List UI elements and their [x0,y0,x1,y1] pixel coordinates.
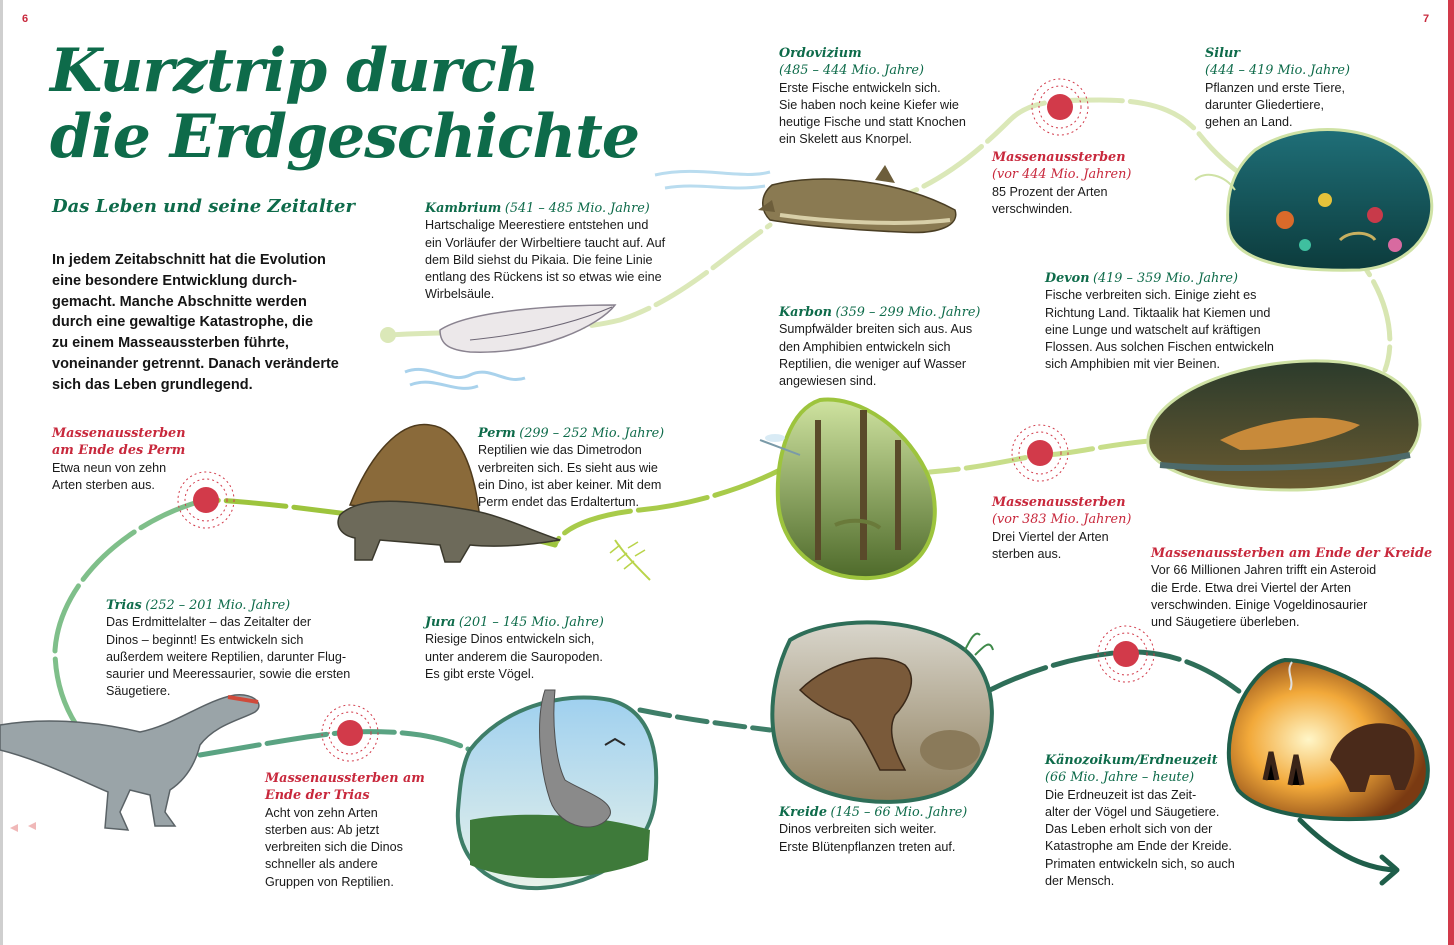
era-text-line: Primaten entwickeln sich, so auch [1045,856,1235,871]
era-text-line: sich Amphibien mit vier Beinen. [1045,357,1220,372]
era-name: Devon [1045,271,1090,286]
pikaia-illustration [405,305,615,388]
intro-line: durch eine gewaltige Katastrophe, die [52,314,314,331]
era-trias [106,597,350,701]
era-range: (252 – 201 Mio. Jahre) [145,598,291,613]
extinction-text-line: Vor 66 Millionen Jahren trifft ein Asteroid [1151,563,1377,578]
extinction-title: Massenaussterben [992,495,1126,510]
era-perm [478,425,664,511]
extinction-text-line: schneller als andere [265,857,378,872]
ordovician-fish-illustration [655,165,956,233]
era-name: Känozoikum/Erdneuzeit [1045,753,1218,768]
era-range: (359 – 299 Mio. Jahre) [835,305,981,320]
carboniferous-swamp-illustration [760,400,935,579]
extinction-text-line: sterben aus. [992,546,1062,561]
era-kaenozoikum [1045,752,1235,890]
extinction-text-line: Arten sterben aus. [52,477,155,492]
intro-line: In jedem Zeitabschnitt hat die Evolution [52,252,326,268]
extinction-title: Massenaussterben [992,150,1126,165]
era-text-line: Das Erdmittelalter – das Zeitalter der [106,615,312,630]
extinction-title: Massenaussterben [52,426,186,441]
era-text-line: Flossen. Aus solchen Fischen entwickeln [1045,340,1274,355]
era-name: Silur [1205,46,1241,61]
era-range: (541 – 485 Mio. Jahre) [504,201,650,216]
era-name: Karbon [779,305,832,320]
era-name: Perm [478,426,516,441]
era-ordovizium [779,45,966,149]
triassic-dinosaur-illustration [0,695,259,832]
devonian-scene-illustration [1148,361,1420,490]
title-line-2: die Erdgeschichte [50,102,640,172]
era-text-line: Dinos verbreiten sich weiter. [779,822,937,837]
extinction-text-line: verschwinden. [992,201,1073,216]
era-silur [1205,45,1350,131]
era-text-line: unter anderem die Sauropoden. [425,649,603,664]
page-number-right: 7 [1423,13,1430,25]
era-text-line: den Amphibien entwickeln sich [779,339,951,354]
intro-line: sich das Leben grundlegend. [52,376,253,393]
extinction-title: Massenaussterben am [265,771,425,786]
era-range: (66 Mio. Jahre – heute) [1045,770,1195,786]
jurassic-scene-illustration [458,690,656,888]
era-text-line: gehen an Land. [1205,115,1293,130]
cenozoic-scene-illustration [1229,660,1428,819]
page-number-left: 6 [22,13,29,25]
intro-paragraph [52,250,362,396]
extinction-383 [992,494,1131,563]
era-name: Kreide [779,805,827,820]
era-text-line: verbreiten sich. Es sieht aus wie [478,460,658,475]
extinction-text-line: Etwa neun von zehn [52,460,167,475]
era-text-line: entlang des Rückens ist so etwas wie eine [425,270,662,285]
extinction-range: (vor 383 Mio. Jahren) [992,512,1132,528]
era-text-line: heutige Fische und statt Knochen [779,115,966,130]
era-text-line: Reptilien wie das Dimetrodon [478,443,642,458]
era-kambrium [425,200,665,304]
era-name: Kambrium [425,201,502,216]
era-text-line: darunter Gliedertiere, [1205,97,1325,112]
extinction-text-line: die Erde. Etwa drei Viertel der Arten [1151,580,1351,595]
era-text-line: Das Leben erholt sich von der [1045,822,1213,837]
era-text-line: der Mensch. [1045,874,1115,889]
extinction-title: am Ende des Perm [52,443,186,459]
extinction-title: Massenaussterben am Ende der Kreide [1151,546,1433,561]
era-devon [1045,270,1274,374]
silurian-scene-illustration [1195,130,1432,271]
era-range: (145 – 66 Mio. Jahre) [830,805,968,820]
era-range: (201 – 145 Mio. Jahre) [458,615,604,630]
era-text-line: Wirbelsäule. [425,287,495,302]
extinction-trias [265,770,425,891]
extinction-text-line: verbreiten sich die Dinos [265,840,403,855]
era-text-line: angewiesen sind. [779,374,877,389]
era-text-line: Sie haben noch keine Kiefer wie [779,97,959,112]
era-range: (485 – 444 Mio. Jahre) [779,63,924,79]
era-range: (299 – 252 Mio. Jahre) [519,426,665,441]
extinction-444 [992,149,1131,218]
era-text-line: Die Erdneuzeit ist das Zeit- [1045,787,1197,802]
cretaceous-scene-illustration [772,622,993,802]
era-range: (444 – 419 Mio. Jahre) [1205,63,1350,79]
extinction-range: (vor 444 Mio. Jahren) [992,167,1132,183]
era-text-line: Richtung Land. Tiktaalik hat Kiemen und [1045,305,1271,320]
intro-line: gemacht. Manche Abschnitte werden [52,293,307,310]
era-text-line: Erste Fische entwickeln sich. [779,80,941,95]
era-text-line: Hartschalige Meerestiere entstehen und [425,218,649,233]
extinction-text-line: Drei Viertel der Arten [992,529,1109,544]
extinction-text-line: 85 Prozent der Arten [992,184,1108,199]
era-kreide [779,804,967,856]
era-text-line: Perm endet das Erdaltertum. [478,495,639,510]
era-text-line: Dinos – beginnt! Es entwickeln sich [106,632,304,647]
page-title [50,38,639,170]
era-text-line: eine Lunge und watschelt auf kräftigen [1045,322,1261,337]
era-text-line: saurier und Meeressaurier, sowie die ersten [106,667,351,682]
era-text-line: ein Vorläufer der Wirbeltiere taucht auf. Auf [425,235,666,250]
era-text-line: ein Skelett aus Knorpel. [779,132,913,147]
era-range: (419 – 359 Mio. Jahre) [1093,271,1238,286]
title-line-1: Kurztrip durch [50,36,539,106]
era-text-line: Es gibt erste Vögel. [425,666,535,681]
intro-line: eine besondere Entwicklung durch- [52,272,297,289]
era-text-line: außerdem weitere Reptilien, darunter Flug- [106,649,347,664]
era-name: Ordovizium [779,46,862,61]
era-karbon [779,304,980,390]
era-jura [425,614,604,683]
era-text-line: Säugetiere. [106,684,171,699]
era-text-line: Katastrophe am Ende der Kreide. [1045,839,1232,854]
era-name: Trias [106,598,142,613]
extinction-kreide [1151,545,1432,631]
era-text-line: Fische verbreiten sich. Einige zieht es [1045,288,1257,303]
extinction-text-line: verschwinden. Einige Vogeldinosaurier [1151,597,1368,612]
extinction-perm [52,425,186,494]
intro-line: voneinander getrennt. Danach veränderte [52,355,339,372]
extinction-text-line: sterben aus: Ab jetzt [265,822,380,837]
era-text-line: dem Bild siehst du Pikaia. Die feine Linie [425,252,653,267]
extinction-text-line: Acht von zehn Arten [265,805,378,820]
era-text-line: Erste Blütenpflanzen treten auf. [779,839,956,854]
era-name: Jura [425,615,456,630]
extinction-title: Ende der Trias [265,788,370,804]
intro-line: zu einem Masseaussterben führte, [52,335,289,352]
era-text-line: Reptilien, die weniger auf Wasser [779,356,967,371]
era-text-line: Sumpfwälder breiten sich aus. Aus [779,322,973,337]
era-text-line: Riesige Dinos entwickeln sich, [425,632,595,647]
page-subtitle: Das Leben und seine Zeitalter [52,196,355,217]
extinction-text-line: und Säugetiere überleben. [1151,615,1300,630]
extinction-text-line: Gruppen von Reptilien. [265,874,394,889]
era-text-line: Pflanzen und erste Tiere, [1205,80,1346,95]
era-text-line: ein Dino, ist aber keiner. Mit dem [478,477,662,492]
era-text-line: alter der Vögel und Säugetiere. [1045,804,1220,819]
